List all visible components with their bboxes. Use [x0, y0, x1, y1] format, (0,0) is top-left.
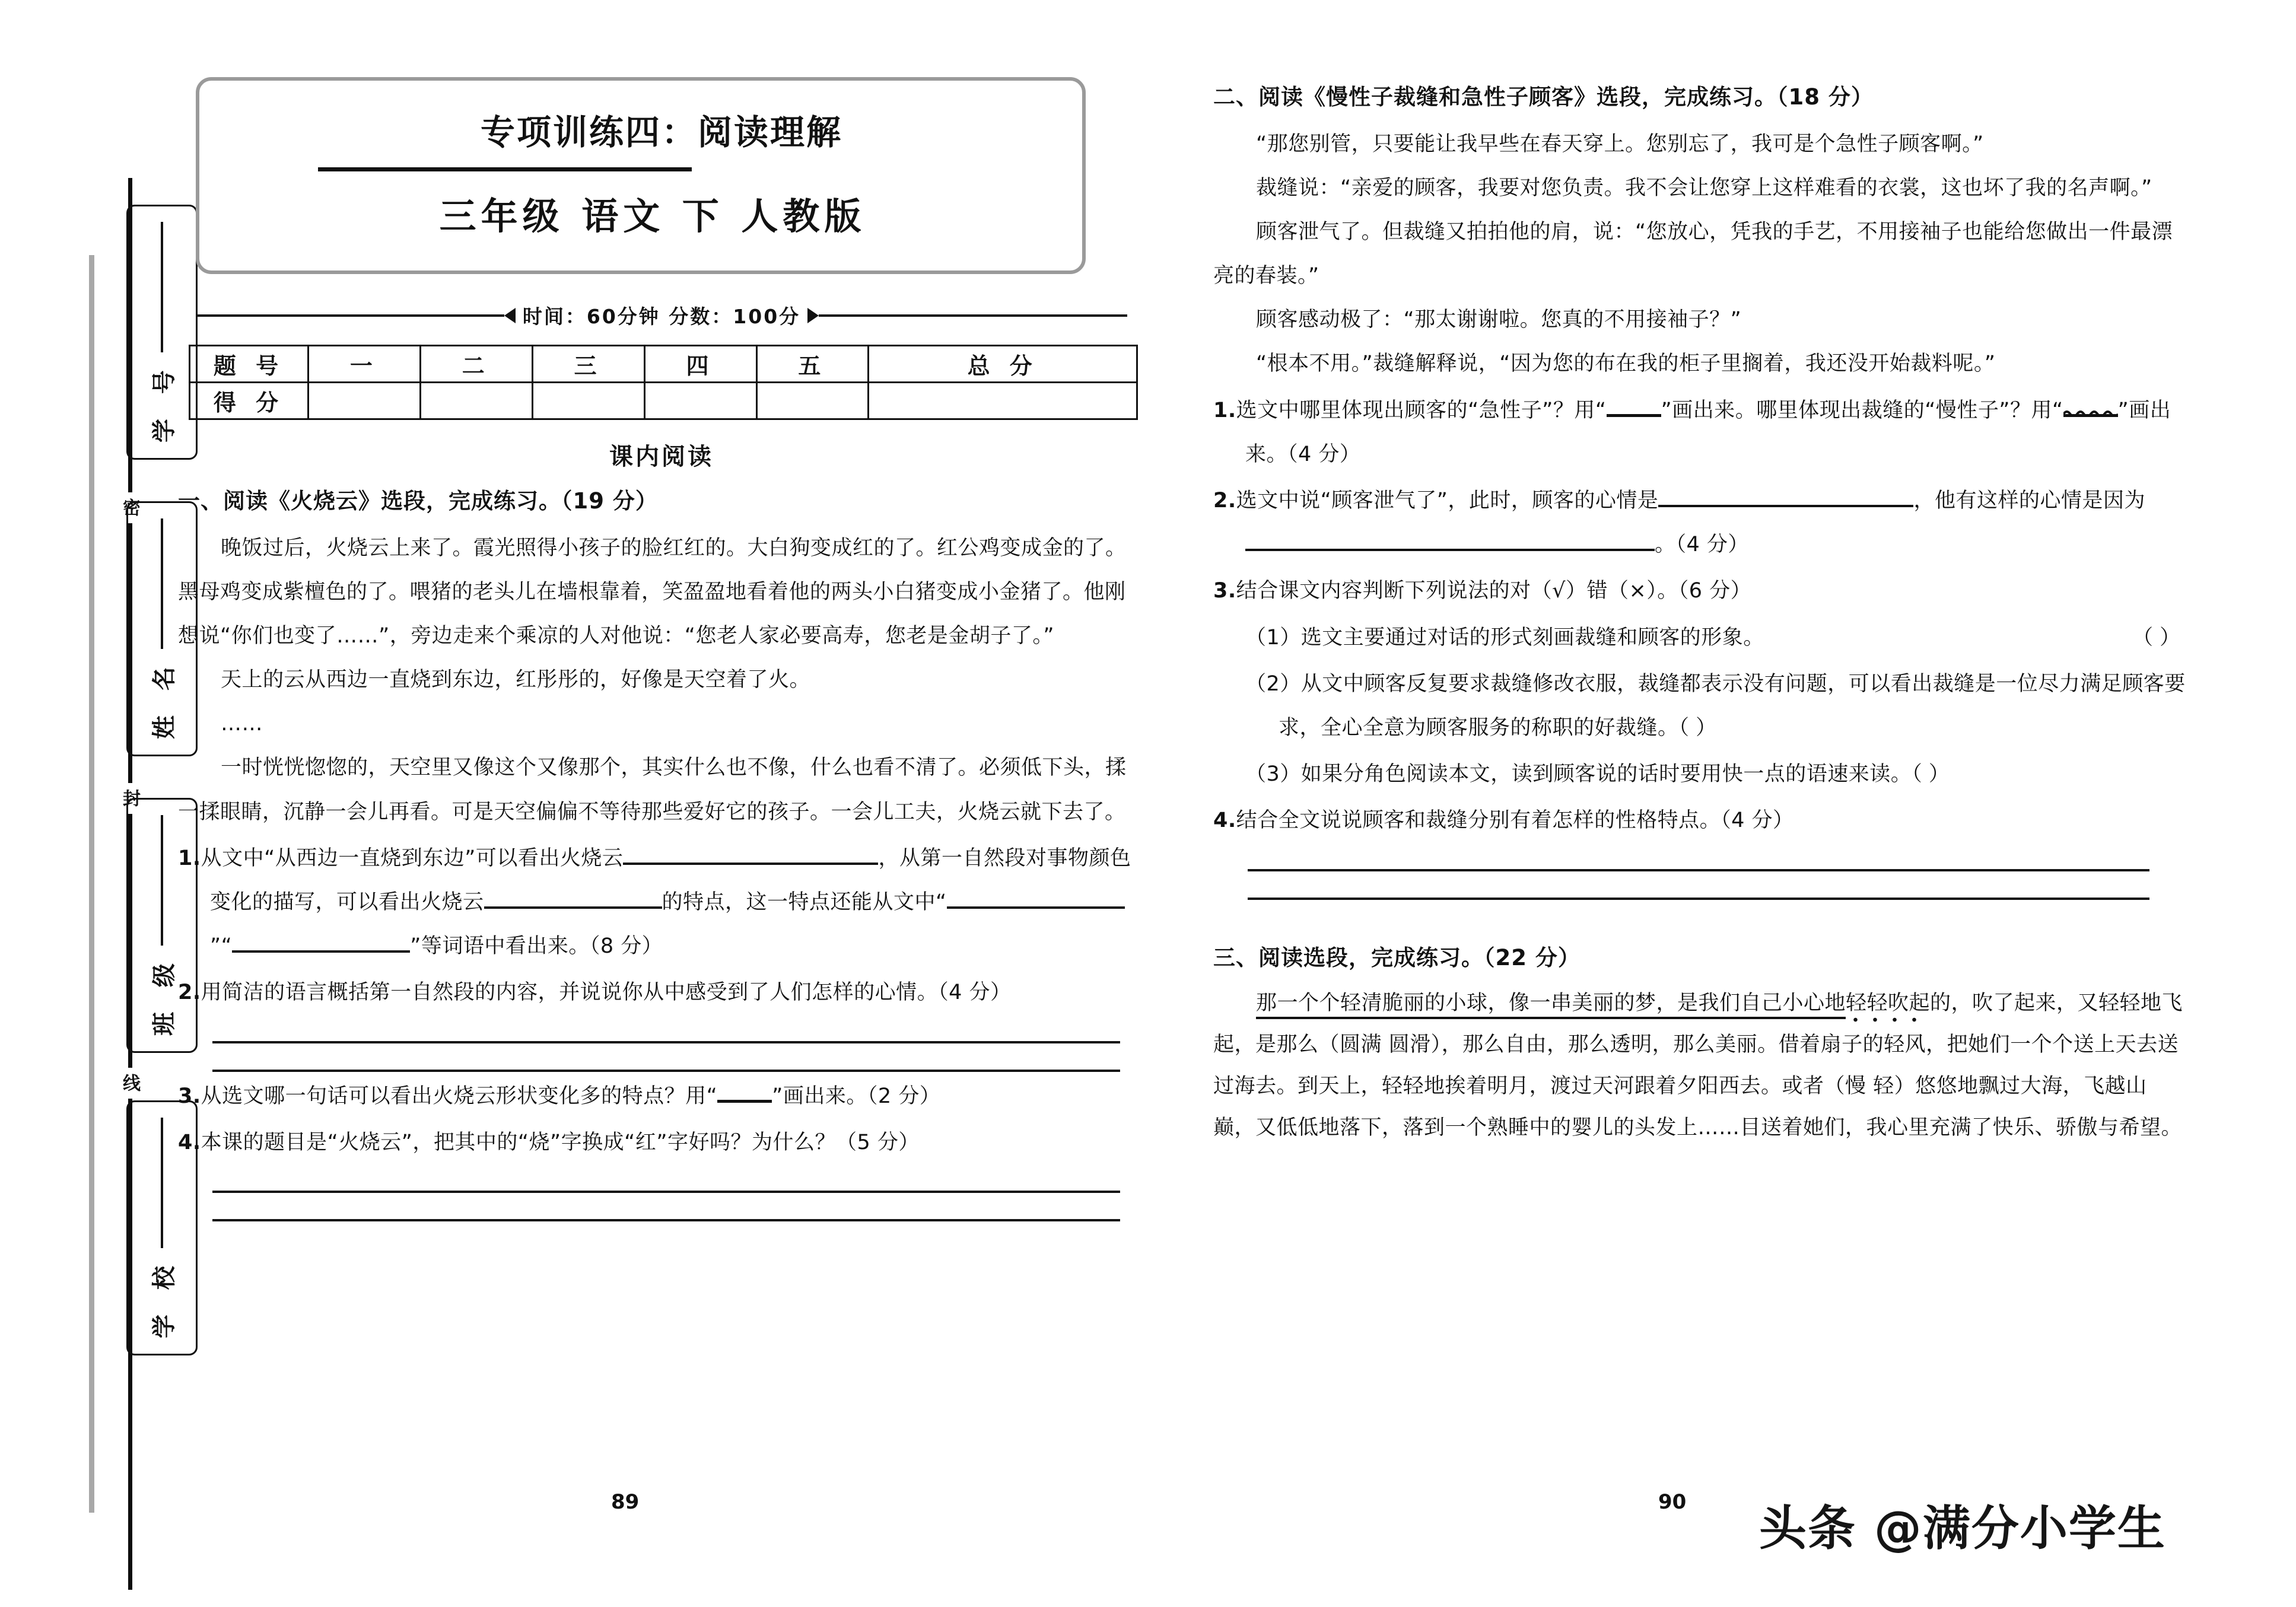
judgement-statement: （1）选文主要通过对话的形式刻画裁缝和顾客的形象。 [1245, 625, 1764, 650]
answer-blank[interactable] [623, 863, 878, 865]
question-text-d: ”“ [210, 934, 233, 959]
title-card [196, 77, 1086, 274]
answer-blank[interactable] [1658, 505, 1913, 507]
answer-line[interactable] [1248, 869, 2149, 871]
question-text: 本课的题目是“火烧云”，把其中的“烧”字换成“红”字好吗？为什么？（5 分） [201, 1130, 920, 1154]
score-col-4: 四 [644, 346, 756, 383]
question-text-c: 。（4 分） [1655, 533, 1749, 557]
section-2-heading: 二、阅读《慢性子裁缝和急性子顾客》选段，完成练习。（18 分） [1213, 84, 1874, 110]
triangle-left-icon [504, 308, 516, 323]
answer-blank[interactable] [1245, 549, 1655, 551]
question-text-b: ，他有这样的心情是因为 [1913, 489, 2145, 513]
score-cell-4[interactable] [644, 383, 756, 419]
section-1-question-4 [178, 1121, 1145, 1164]
meta-rule-left [196, 314, 504, 317]
section-1-question-2 [178, 970, 1145, 1014]
question-number: 3. [178, 1084, 201, 1108]
main-heading: 课内阅读 [609, 443, 714, 470]
section-2-question-3-item-2 [1213, 662, 2186, 750]
score-cell-3[interactable] [532, 383, 644, 419]
seal-char-mi: 密 [117, 492, 144, 523]
question-text-b: ”画出来。哪里体现出裁缝的“慢性子”？用“ [1661, 398, 2063, 422]
section-1-heading: 一、阅读《火烧云》选段，完成练习。（19 分） [178, 488, 658, 514]
section-1-question-1 [178, 836, 1145, 969]
question-text-a: 选文中哪里体现出顾客的“急性子”？用“ [1236, 398, 1607, 422]
id-field-label: 学 校 [150, 1258, 178, 1338]
section-2-paragraph-1: “那您别管，只要能让我早些在春天穿上。您别忘了，我可是个急性子顾客啊。” [1256, 132, 1984, 156]
question-number: 3. [1213, 579, 1236, 603]
section-2-question-3-item-1 [1213, 616, 2186, 660]
table-row-scores [190, 383, 1137, 419]
answer-line[interactable] [212, 1191, 1120, 1193]
score-col-1: 一 [309, 346, 421, 383]
answer-line[interactable] [212, 1041, 1120, 1043]
answer-line[interactable] [212, 1219, 1120, 1221]
question-text: 用简洁的语言概括第一自然段的内容，并说说你从中感受到了人们怎样的心情。（4 分） [201, 981, 1012, 1005]
answer-blank[interactable] [947, 906, 1125, 909]
id-field-label: 学 号 [150, 362, 178, 443]
right-column [1213, 77, 2186, 1148]
section-2-paragraph-2: 裁缝说：“亲爱的顾客，我要对您负责。我不会让您穿上这样难看的衣裳，这也坏了我的名声啊。” [1256, 176, 2152, 200]
score-table [189, 345, 1138, 420]
question-text: 结合全文说说顾客和裁缝分别有着怎样的性格特点。（4 分） [1236, 809, 1794, 833]
question-text-a: 选文中说“顾客泄气了”，此时，顾客的心情是 [1236, 489, 1659, 513]
section-3-heading: 三、阅读选段，完成练习。（22 分） [1213, 944, 1581, 970]
section-1-paragraph-3: …… [221, 712, 263, 736]
question-text-c: ”画出来。（4 分） [1245, 398, 2171, 466]
straight-underline-mark-icon [717, 1100, 772, 1103]
wavy-underline-mark-icon [2063, 405, 2118, 417]
score-col-3: 三 [532, 346, 644, 383]
question-text-a: 从选文哪一句话可以看出火烧云形状变化多的特点？用“ [201, 1084, 718, 1108]
answer-blank[interactable] [484, 906, 662, 909]
question-text-a: 从文中“从西边一直烧到东边”可以看出火烧云 [201, 846, 624, 870]
score-cell-total[interactable] [869, 383, 1137, 419]
page-subtitle: 三年级 语文 下 人教版 [439, 195, 866, 238]
judgement-answer-bracket[interactable]: （ ） [1678, 715, 1717, 740]
score-cell-2[interactable] [420, 383, 532, 419]
emphasis-dotted-text: 轻轻吹起 [1846, 991, 1931, 1015]
score-row-label: 得 分 [190, 383, 309, 419]
page-number-right: 90 [1658, 1490, 1687, 1514]
section-1-paragraph-4: 一时恍恍惚惚的，天空里又像这个又像那个，其实什么也不像，什么也看不清了。必须低下头，揉一揉眼睛，沉静一会儿再看。可是天空偏偏不等待那些爱好它的孩子。一会儿工夫，火烧云就下去了。 [178, 756, 1127, 824]
answer-line[interactable] [212, 1070, 1120, 1072]
score-col-5: 五 [756, 346, 869, 383]
section-3-paragraph-rest: 的，吹了起来，又轻轻地飞起，是那么（圆满 圆滑），那么自由，那么透明，那么美丽。借着扇子的轻风，把她们一个个送上天去送过海去。到天上，轻轻地挨着明月，渡过天河跟着夕阳西去。或者（慢 轻）悠悠地飘过大海，飞越山巅，又低低地落下，落到一个熟睡中的婴儿的头发上……目送着她们，我心里充满了快乐、骄傲与希望。 [1213, 991, 2183, 1140]
section-1-paragraph-1: 晚饭过后，火烧云上来了。霞光照得小孩子的脸红红的。大白狗变成红的了。红公鸡变成金的了。黑母鸡变成紫檀色的了。喂猪的老头儿在墙根靠着，笑盈盈地看着他的两头小白猪变成小金猪了。他刚想说“你们也变了……”，旁边走来个乘凉的人对他说：“您老人家必要高寿，您老是金胡子了。” [178, 536, 1127, 648]
section-2-paragraph-4: 顾客感动极了：“那太谢谢啦。您真的不用接袖子？” [1256, 308, 1742, 332]
question-number: 2. [178, 981, 201, 1005]
title-divider [318, 167, 692, 171]
seal-char-xian: 线 [117, 1068, 144, 1099]
id-field-label: 班 级 [150, 955, 178, 1036]
score-row-label: 题 号 [190, 346, 309, 383]
answer-blank[interactable] [232, 950, 410, 953]
question-text-c: 的特点，这一特点还能从文中“ [662, 890, 947, 914]
question-text-b: ，从第一自然段对事物颜色变化的描写，可以看出火烧云 [210, 846, 1131, 914]
section-3-paragraph [1213, 982, 2186, 1148]
question-text: 结合课文内容判断下列说法的对（√）错（×）。（6 分） [1236, 579, 1752, 603]
section-2-paragraph-3: 顾客泄气了。但裁缝又拍拍他的肩，说：“您放心，凭我的手艺，不用接袖子也能给您做出一件最漂亮的春装。” [1213, 219, 2173, 288]
score-col-total: 总 分 [869, 346, 1137, 383]
straight-underline-mark-icon [1607, 414, 1661, 417]
page-title: 专项训练四：阅读理解 [480, 112, 842, 152]
left-column [178, 77, 1145, 1221]
answer-line[interactable] [1248, 898, 2149, 900]
watermark: 头条 @满分小学生 [1759, 1501, 2166, 1556]
score-col-2: 二 [420, 346, 532, 383]
exam-meta-strip [196, 301, 1127, 329]
judgement-answer-bracket[interactable]: （ ） [2132, 625, 2181, 650]
score-cell-1[interactable] [309, 383, 421, 419]
question-number: 4. [178, 1130, 201, 1154]
judgement-statement: （3）如果分角色阅读本文，读到顾客说的话时要用快一点的语速来读。 [1245, 762, 1912, 787]
score-cell-5[interactable] [756, 383, 869, 419]
question-text-b: ”画出来。（2 分） [772, 1084, 941, 1108]
section-2-question-3-item-3 [1213, 752, 2186, 796]
question-text-e: ”等词语中看出来。（8 分） [410, 934, 663, 959]
question-number: 2. [1213, 489, 1236, 513]
section-2-question-3 [1213, 569, 2186, 613]
exam-meta-text: 时间：60分钟 分数：100分 [522, 305, 801, 328]
section-2-paragraph-5: “根本不用。”裁缝解释说，“因为您的布在我的柜子里搁着，我还没开始裁料呢。” [1256, 352, 1996, 376]
section-1-question-3 [178, 1074, 1145, 1118]
meta-rule-right [819, 314, 1127, 317]
question-number: 4. [1213, 809, 1236, 833]
table-row-question-numbers [190, 346, 1137, 383]
question-number: 1. [178, 846, 201, 870]
section-1-paragraph-2: 天上的云从西边一直烧到东边，红彤彤的，好像是天空着了火。 [221, 668, 811, 692]
section-2-question-1 [1213, 389, 2186, 476]
section-2-question-4 [1213, 798, 2186, 842]
triangle-right-icon [807, 308, 819, 323]
section-2-question-2 [1213, 479, 2186, 567]
id-field-label: 姓 名 [150, 658, 178, 739]
underlined-sentence: 那一个个轻清脆丽的小球，像一串美丽的梦，是我们自己小心地 [1256, 991, 1846, 1019]
judgement-answer-bracket[interactable]: （ ） [1912, 762, 1950, 787]
page-number-left: 89 [611, 1490, 640, 1514]
judgement-statement: （2）从文中顾客反复要求裁缝修改衣服，裁缝都表示没有问题，可以看出裁缝是一位尽力满足顾客要求，全心全意为顾客服务的称职的好裁缝。 [1245, 672, 2186, 740]
seal-char-feng: 封 [117, 783, 144, 814]
question-number: 1. [1213, 398, 1236, 422]
